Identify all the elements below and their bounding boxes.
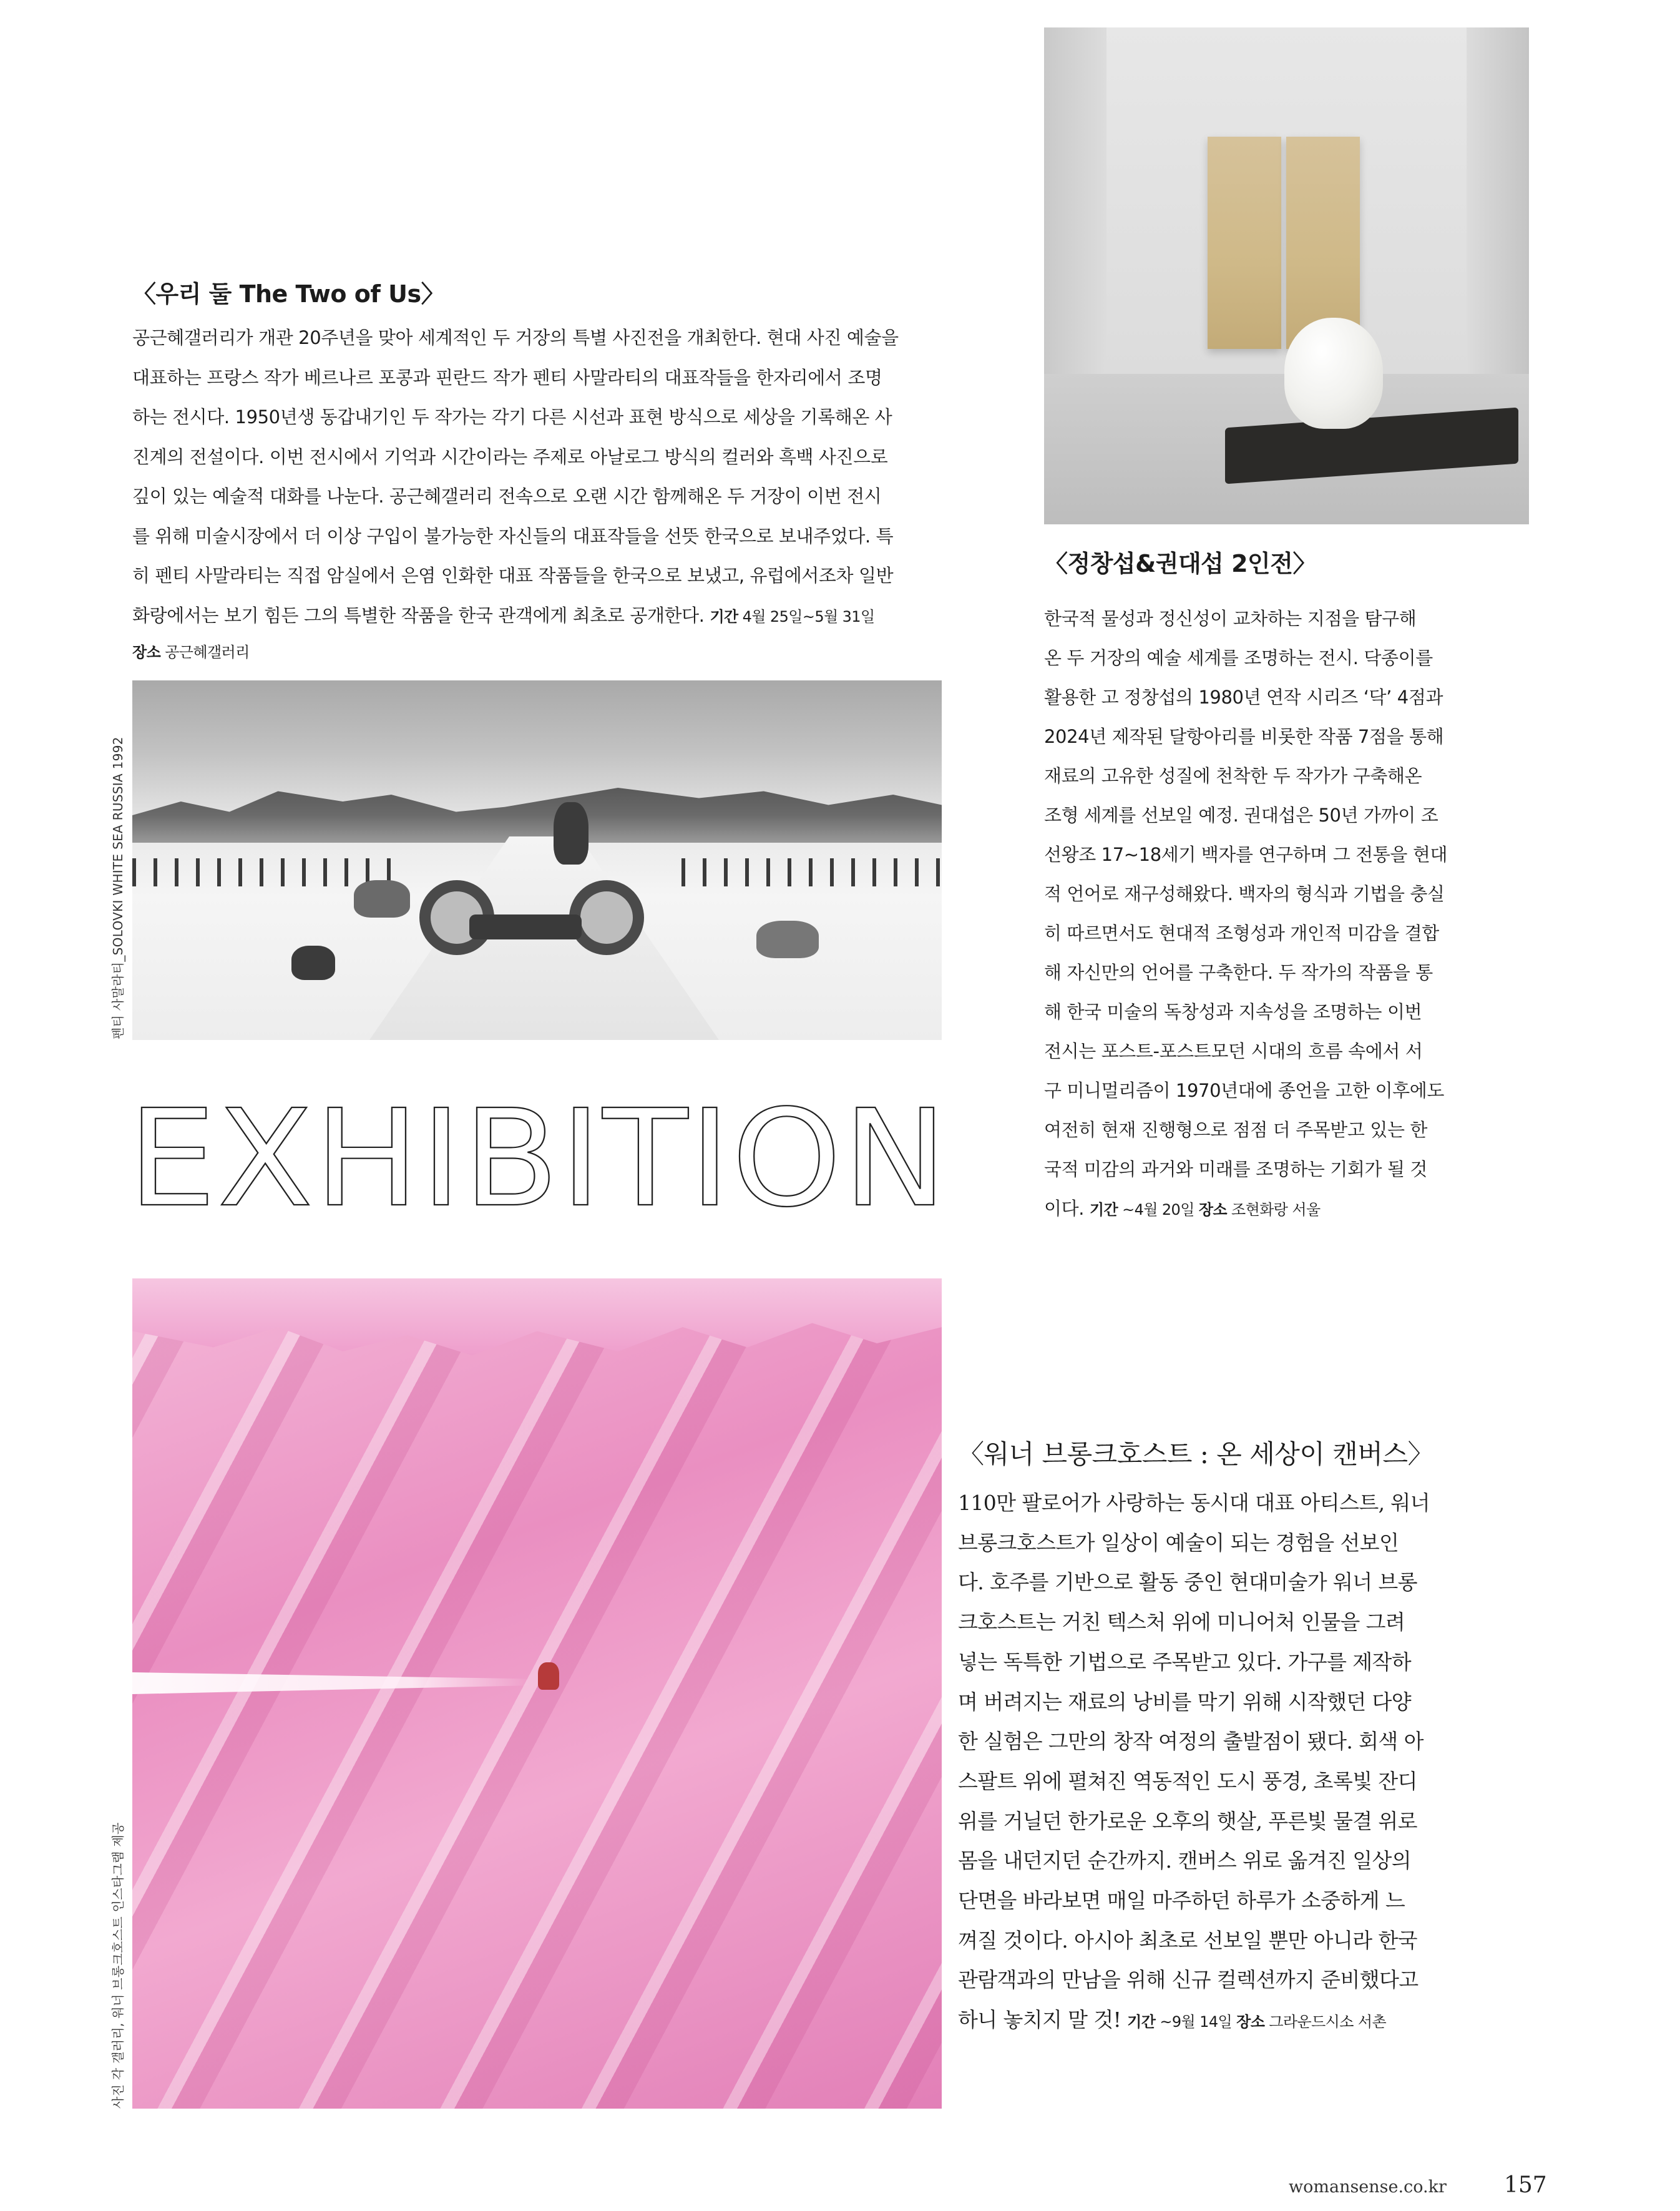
venue-label: 장소 [132, 644, 161, 661]
body-line: 위를 거닐던 한가로운 오후의 햇살, 푸른빛 물결 위로 [958, 1808, 1417, 1833]
snow-village-photo [132, 680, 942, 1040]
body-line: 적 언어로 재구성해왔다. 백자의 형식과 기법을 충실 [1044, 883, 1445, 904]
snow-photo-credit: 펜티 사말라티_SOLOVKI WHITE SEA RUSSIA 1992 [110, 737, 125, 1039]
period-label: 기간 [1089, 1201, 1118, 1218]
exhibition-section-title [128, 1086, 952, 1211]
moon-jar [1284, 318, 1383, 429]
two-of-us-title: 〈우리 둘 The Two of Us〉 [132, 280, 445, 308]
body-line: 깊이 있는 예술적 대화를 나눈다. 공근혜갤러리 전속으로 오랜 시간 함께해온 두 거장이 이번 전시 [132, 486, 882, 507]
miniature-figure [538, 1662, 559, 1690]
fence-left [132, 858, 394, 886]
dog-left [354, 880, 410, 918]
venue-value: 그라운드시소 서촌 [1269, 2013, 1387, 2031]
body-line: 히 펜티 사말라티는 직접 암실에서 은염 인화한 대표 작품들을 한국으로 보냈고, 유럽에서조차 일반 [132, 565, 894, 586]
jung-kwon-title: 〈정창섭&권대섭 2인전〉 [1044, 550, 1316, 577]
body-line: 진계의 전설이다. 이번 전시에서 기억과 시간이라는 주제로 아날로그 방식의 컬러와 흑백 사진으로 [132, 446, 888, 468]
body-line: 여전히 현재 진행형으로 점점 더 주목받고 있는 한 [1044, 1119, 1428, 1140]
venue-value: 공근혜갤러리 [165, 644, 250, 661]
body-line: 한 실험은 그만의 창작 여정의 출발점이 됐다. 회색 아 [958, 1729, 1424, 1754]
paint-ridge [132, 1278, 942, 1360]
white-paint-streak [132, 1659, 532, 1703]
body-line: 110만 팔로어가 사랑하는 동시대 대표 아티스트, 워너 [958, 1491, 1430, 1515]
body-line: 2024년 제작된 달항아리를 비롯한 작품 7점을 통해 [1044, 726, 1444, 747]
body-line: 며 버려지는 재료의 낭비를 막기 위해 시작했던 다양 [958, 1689, 1412, 1714]
body-line: 재료의 고유한 성질에 천착한 두 작가가 구축해온 [1044, 765, 1422, 787]
hanji-painting-right [1286, 137, 1360, 349]
period-label: 기간 [710, 607, 738, 625]
venue-label: 장소 [1198, 1201, 1227, 1218]
body-line: 전시는 포스트-포스트모던 시대의 흐름 속에서 서 [1044, 1041, 1423, 1062]
venue-value: 조현화랑 서울 [1231, 1201, 1321, 1218]
body-line [1044, 1189, 1533, 1230]
body-line: 공근혜갤러리가 개관 20주년을 맞아 세계적인 두 거장의 특별 사진전을 개최한다. 현대 사진 예술을 [132, 327, 899, 348]
dog-right [756, 921, 819, 958]
venue-line [132, 637, 942, 668]
footer-website: womansense.co.kr [1289, 2177, 1447, 2197]
gallery-installation-photo [1044, 27, 1529, 524]
body-line: 관람객과의 만남을 위해 신규 컬렉션까지 준비했다고 [958, 1968, 1419, 1993]
body-line: 단면을 바라보면 매일 마주하던 하루가 소중하게 느 [958, 1888, 1405, 1913]
jung-kwon-body [1044, 599, 1533, 1230]
body-line-text: 하니 놓치지 말 것! [958, 2008, 1121, 2032]
body-line: 크호스트는 거친 텍스처 위에 미니어처 인물을 그려 [958, 1610, 1405, 1635]
period-value: ~4월 20일 [1122, 1201, 1194, 1218]
body-line: 몸을 내던지던 순간까지. 캔버스 위로 옮겨진 일상의 [958, 1848, 1412, 1873]
page-number: 157 [1504, 2172, 1547, 2198]
body-line-text: 화랑에서는 보기 힘든 그의 특별한 작품을 한국 관객에게 최초로 공개한다. [132, 604, 705, 626]
body-line: 넣는 독특한 기법으로 주목받고 있다. 가구를 제작하 [958, 1649, 1412, 1674]
period-label: 기간 [1127, 2013, 1156, 2031]
brongkhorst-body [958, 1483, 1532, 2042]
venue-label: 장소 [1236, 2013, 1265, 2031]
two-of-us-body [132, 318, 942, 668]
body-line: 조형 세계를 선보일 예정. 권대섭은 50년 가까이 조 [1044, 805, 1438, 826]
body-line: 히 따르면서도 현대적 조형성과 개인적 미감을 결합 [1044, 923, 1439, 944]
hanji-painting-left [1208, 137, 1281, 349]
brongkhorst-title: 〈워너 브롱크호스트 : 온 세상이 캔버스〉 [958, 1439, 1433, 1469]
photo-credit: 사진 각 갤러리, 워너 브롱크호스트 인스타그램 제공 [110, 1822, 125, 2109]
body-line: 한국적 물성과 정신성이 교차하는 지점을 탐구해 [1044, 608, 1417, 629]
period-value: 4월 25일~5월 31일 [742, 607, 875, 625]
body-line: 구 미니멀리즘이 1970년대에 종언을 고한 이후에도 [1044, 1080, 1444, 1101]
body-line: 활용한 고 정창섭의 1980년 연작 시리즈 ‘닥’ 4점과 [1044, 687, 1443, 708]
village-houses [132, 774, 942, 843]
body-line: 를 위해 미술시장에서 더 이상 구입이 불가능한 자신들의 대표작들을 선뜻 한국으로 보내주었다. 특 [132, 525, 894, 547]
body-line [132, 596, 942, 637]
body-line: 하는 전시다. 1950년생 동갑내기인 두 작가는 각기 다른 시선과 표현 방식으로 세상을 기록해온 사 [132, 406, 892, 428]
body-line: 브롱크호스트가 일상이 예술이 되는 경험을 선보인 [958, 1530, 1399, 1555]
body-line [958, 2000, 1532, 2042]
body-line: 해 자신만의 언어를 구축한다. 두 작가의 작품을 통 [1044, 962, 1433, 983]
body-line-text: 이다. [1044, 1198, 1085, 1219]
dog-on-bike [554, 802, 588, 865]
body-line: 국적 미감의 과거와 미래를 조명하는 기회가 될 것 [1044, 1159, 1428, 1180]
period-value: ~9월 14일 [1160, 2013, 1233, 2031]
body-line: 껴질 것이다. 아시아 최초로 선보일 뿐만 아니라 한국 [958, 1928, 1417, 1953]
body-line: 해 한국 미술의 독창성과 지속성을 조명하는 이번 [1044, 1001, 1422, 1022]
exhibition-title-text: EXHIBITION [128, 1086, 949, 1211]
body-line: 선왕조 17~18세기 백자를 연구하며 그 전통을 현대 [1044, 844, 1448, 865]
body-line: 대표하는 프랑스 작가 베르나르 포콩과 핀란드 작가 펜티 사말라티의 대표작들을 한자리에서 조명 [132, 366, 882, 388]
body-line: 온 두 거장의 예술 세계를 조명하는 전시. 닥종이를 [1044, 647, 1433, 669]
body-line: 스팔트 위에 펼쳐진 역동적인 도시 풍경, 초록빛 잔디 [958, 1768, 1417, 1793]
motorbike-body [469, 914, 582, 939]
dog-small [291, 946, 335, 980]
pink-paint-artwork-photo [132, 1278, 942, 2109]
body-line: 다. 호주를 기반으로 활동 중인 현대미술가 워너 브롱 [958, 1570, 1417, 1595]
fence-right [681, 858, 942, 886]
